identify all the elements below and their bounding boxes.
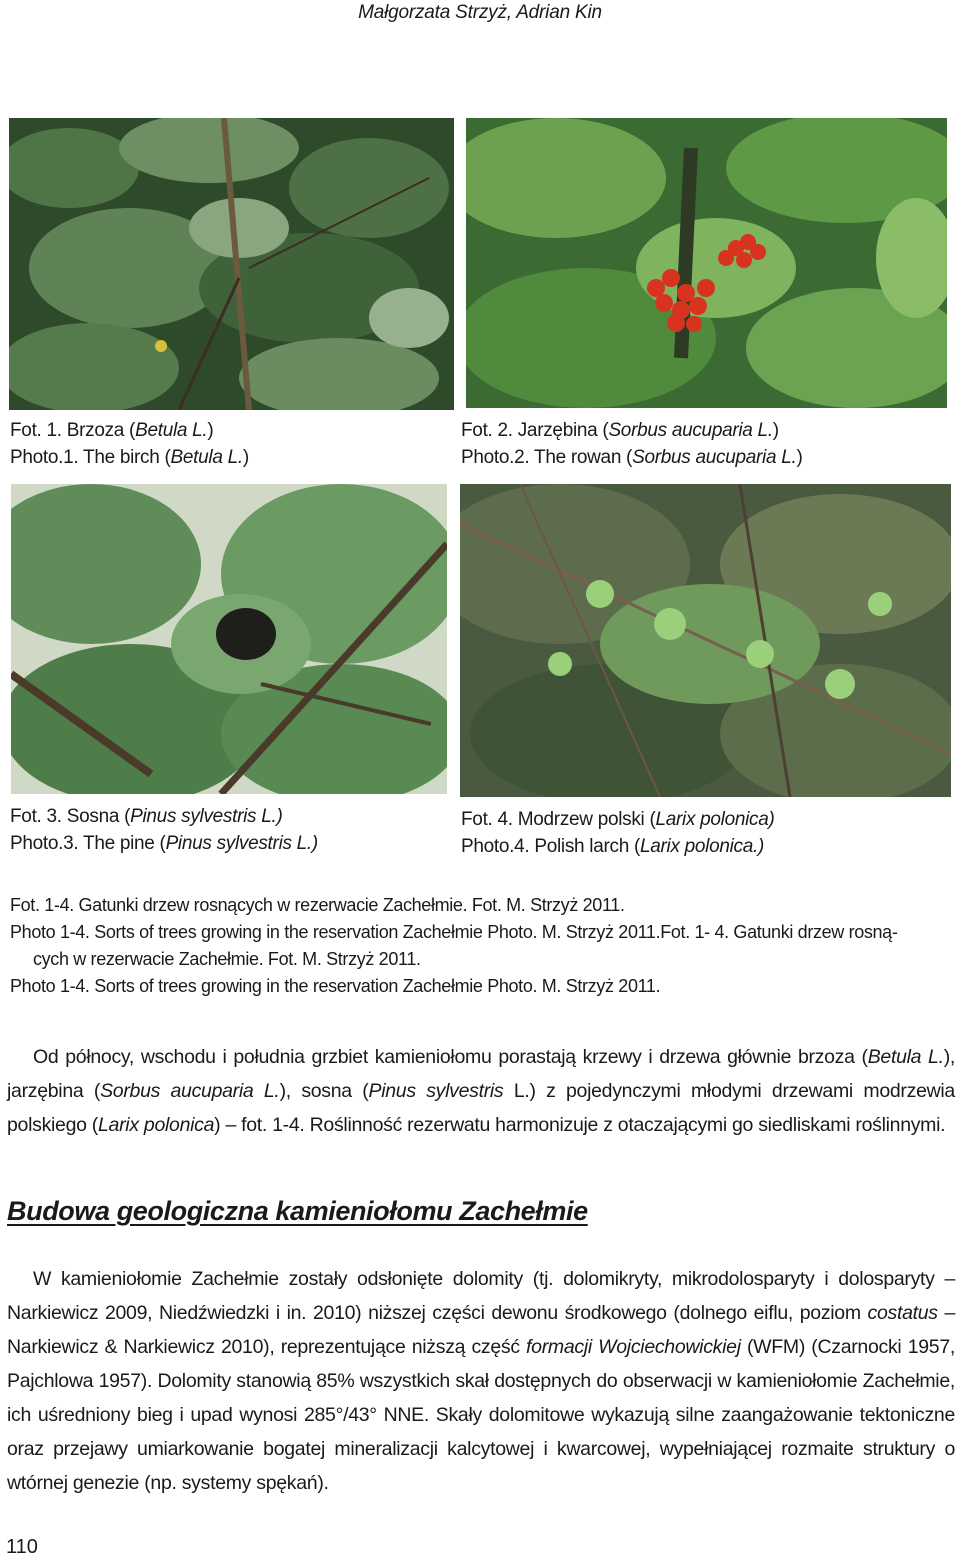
figure-caption-line: Photo 1-4. Sorts of trees growing in the reservation Zachełmie Photo. M. Strzyż 2011. bbox=[10, 976, 661, 996]
caption-photo-2: Fot. 2. Jarzębina (Sorbus aucuparia L.) Photo.2. The rowan (Sorbus aucuparia L.) bbox=[461, 420, 803, 468]
caption-photo-1: Fot. 1. Brzoza (Betula L.) Photo.1. The birch (Betula L.) bbox=[10, 420, 249, 468]
caption-photo-3: Fot. 3. Sosna (Pinus sylvestris L.) Photo.3. The pine (Pinus sylvestris L.) bbox=[10, 806, 318, 854]
section-heading: Budowa geologiczna kamieniołomu Zachełmie bbox=[7, 1196, 588, 1226]
photo-pine bbox=[11, 484, 447, 794]
figure-caption-line: Fot. 1-4. Gatunki drzew rosnących w rezerwacie Zachełmie. Fot. M. Strzyż 2011. bbox=[10, 895, 625, 915]
photo-rowan bbox=[466, 118, 947, 408]
figure-caption-line: Photo 1-4. Sorts of trees growing in the reservation Zachełmie Photo. M. Strzyż 2011.Fot. 1- 4. Gatunki drzew rosną- bbox=[10, 922, 898, 942]
caption-photo-4: Fot. 4. Modrzew polski (Larix polonica) Photo.4. Polish larch (Larix polonica.) bbox=[461, 809, 775, 857]
photo-larch bbox=[460, 484, 951, 797]
page-number: 110 bbox=[6, 1536, 38, 1558]
paragraph-geology: W kamieniołomie Zachełmie zostały odsłonięte dolomity (tj. dolomikryty, mikrodolosparyty i dolosparyty – Narkiewicz 2009, Niedźwiedzki i in. 2010) niższej części dewonu środkowego (dolnego eiflu, poziom costatus – Narkiewicz & Narkiewicz 2010), reprezentujące niższą część formacji Wojciechowickiej (WFM) (Czarnocki 1957, Pajchlowa 1957). Dolomity stanowią 85% wszystkich skał dostępnych do obserwacji w kamieniołomie Zachełmie, ich uśredniony bieg i upad wynosi 285°/43° NNE. Skały dolomitowe wykazują silne zaangażowanie tektoniczne oraz przejawy umiarkowanie bogatej mineralizacji kalcytowej i kwarcowej, wypełniającej rozmaite struktury o wtórnej genezie (np. systemy spękań). bbox=[7, 1268, 955, 1494]
paragraph-vegetation: Od północy, wschodu i południa grzbiet kamieniołomu porastają krzewy i drzewa głównie brzoza (Betula L.), jarzębina (Sorbus aucuparia L.), sosna (Pinus sylvestris L.) z pojedynczymi młodymi drzewami modrzewia polskiego (Larix polonica) – fot. 1-4. Roślinność rezerwatu harmonizuje z otaczającymi go siedliskami roślinnymi. bbox=[7, 1046, 955, 1136]
photo-birch bbox=[9, 118, 454, 410]
figure-caption bbox=[10, 892, 950, 1000]
figure-caption-line: cych w rezerwacie Zachełmie. Fot. M. Strzyż 2011. bbox=[33, 949, 421, 969]
running-header: Małgorzata Strzyż, Adrian Kin bbox=[358, 2, 602, 23]
